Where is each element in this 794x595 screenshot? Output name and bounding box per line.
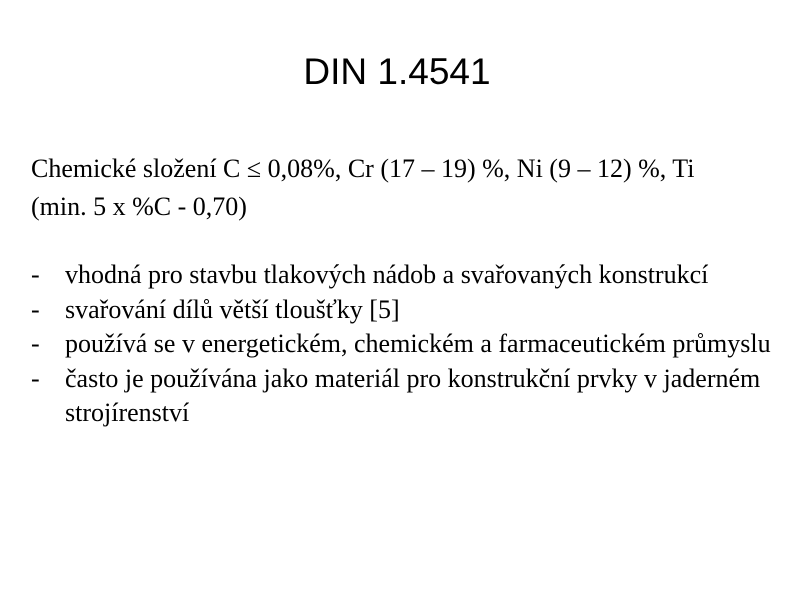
bullet-dash: - (31, 294, 40, 324)
list-item-text: vhodná pro stavbu tlakových nádob a svařovaných konstrukcí (65, 260, 709, 289)
chemical-composition-text: Chemické složení C ≤ 0,08%, Cr (17 – 19) %, Ni (9 – 12) %, Ti (min. 5 x %C - 0,70) (31, 154, 695, 221)
list-item (31, 327, 771, 362)
slide-title: DIN 1.4541 (303, 51, 491, 92)
list-item (31, 258, 771, 293)
bullet-dash: - (31, 260, 40, 289)
list-item-text: používá se v energetickém, chemickém a farmaceutickém průmyslu (65, 329, 771, 358)
list-item (31, 293, 771, 328)
list-item-text: svařování dílů větší tloušťky [5] (65, 294, 400, 324)
bullet-dash: - (31, 329, 40, 358)
list-item (31, 362, 771, 431)
list-item-text: často je používána jako materiál pro konstrukční prvky v jaderném strojírenství (65, 363, 761, 427)
property-list (31, 258, 771, 431)
bullet-dash: - (31, 363, 40, 393)
